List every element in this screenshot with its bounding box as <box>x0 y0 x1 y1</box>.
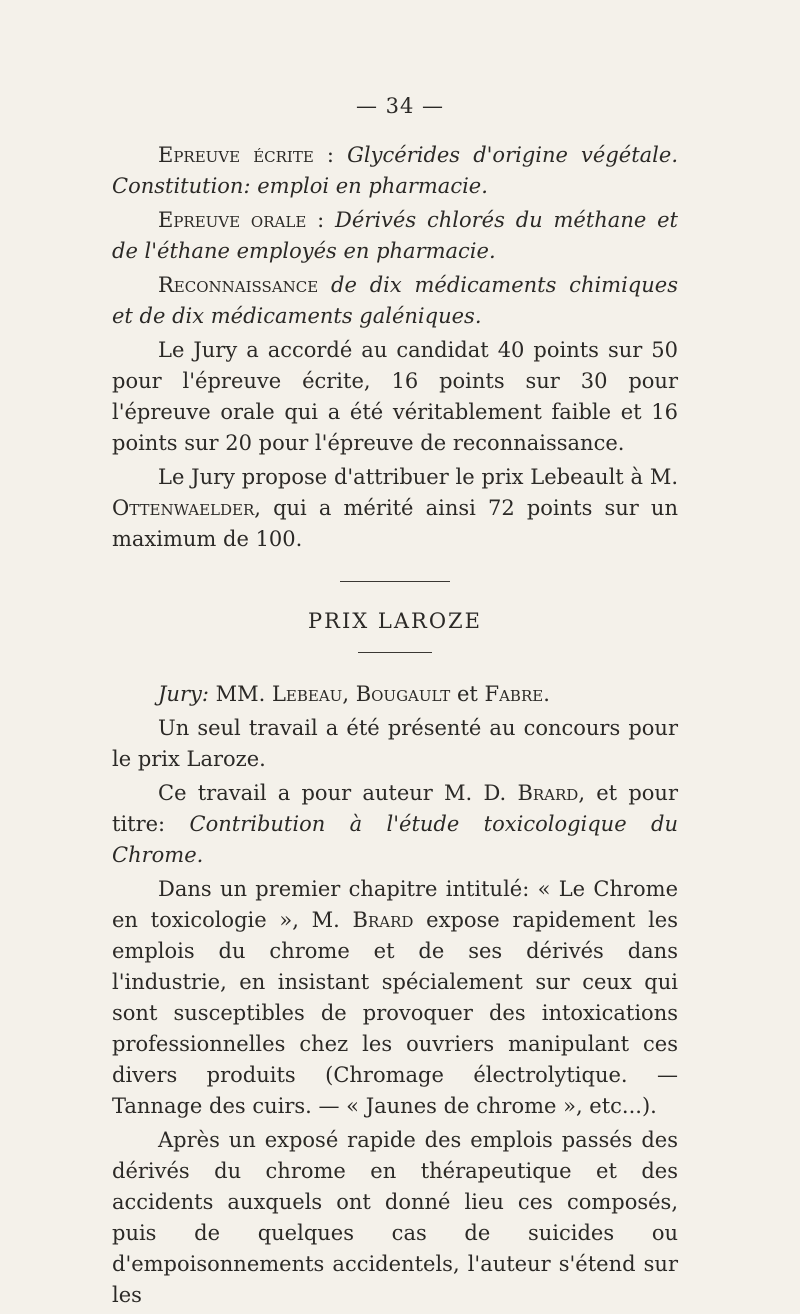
paragraph-jury <box>112 679 678 710</box>
lead-label: Epreuve écrite : <box>158 143 335 167</box>
paragraph-dans <box>112 874 678 1122</box>
text: Le Jury propose d'attribuer le prix Lebeault à M. <box>158 465 678 489</box>
jury-mm: MM. <box>215 682 266 706</box>
candidate-name: Ottenwaelder, <box>112 496 261 520</box>
text: Ce travail a pour auteur M. D. <box>158 781 507 805</box>
paragraph-text: de dix médicaments chimiques et de dix médicaments galéniques. <box>112 273 678 328</box>
title-underline <box>358 652 432 653</box>
author-name: Brard, <box>517 781 586 805</box>
paragraph-text: Glycérides d'origine végétale. Constitution: emploi en pharmacie. <box>112 143 678 198</box>
text: expose rapidement les emplois du chrome et de ses dérivés dans l'industrie, en insistant spécialement sur ceux qui sont susceptibles de provoquer des intoxications professionnelles chez les ouvriers manipulant ces divers produits (Chromage électrolytique. — Tannage des cuirs. — « Jaunes de chrome », etc...). <box>112 908 678 1118</box>
text: qui a mérité ainsi 72 points sur un maximum de 100. <box>112 496 678 551</box>
text: et pour titre: <box>112 781 678 836</box>
paragraph-epreuve-ecrite <box>112 140 678 202</box>
author-name: Brard <box>352 908 414 932</box>
paragraph-reconnaissance <box>112 270 678 332</box>
jury-member: Fabre. <box>484 682 550 706</box>
lead-label: Reconnaissance <box>158 273 319 297</box>
section-title: PRIX LAROZE <box>308 609 482 633</box>
section-divider <box>340 581 450 582</box>
paragraph-ce-travail <box>112 778 678 871</box>
paragraph-prix-lebeault <box>112 462 678 555</box>
work-title: Contribution à l'étude toxicologique du Chrome. <box>112 812 678 867</box>
paragraph-text: Dérivés chlorés du méthane et de l'éthane employés en pharmacie. <box>112 208 678 263</box>
text: Dans un premier chapitre intitulé: « Le Chrome en toxicologie », M. <box>112 877 678 932</box>
paragraph-apres: Après un exposé rapide des emplois passés des dérivés du chrome en thérapeutique et des accidents auxquels ont donné lieu ces composés, puis de quelques cas de suicides ou d'empoisonnements accidentels, l'auteur s'étend sur les <box>112 1128 678 1307</box>
paragraph-jury-points: Le Jury a accordé au candidat 40 points sur 50 pour l'épreuve écrite, 16 points sur 30 pour l'épreuve orale qui a été véritablement faible et 16 points sur 20 pour l'épreuve de reconnaissance. <box>112 338 678 455</box>
page-body <box>112 140 678 1314</box>
lead-label: Epreuve orale : <box>158 208 325 232</box>
jury-member: Bougault <box>355 682 451 706</box>
paragraph-epreuve-orale <box>112 205 678 267</box>
page-number: — 34 — <box>355 94 445 118</box>
paragraph-un-seul: Un seul travail a été présenté au concours pour le prix Laroze. <box>112 716 678 771</box>
jury-member: Lebeau, <box>271 682 350 706</box>
jury-et: et <box>456 682 478 706</box>
jury-label: Jury: <box>158 682 209 706</box>
